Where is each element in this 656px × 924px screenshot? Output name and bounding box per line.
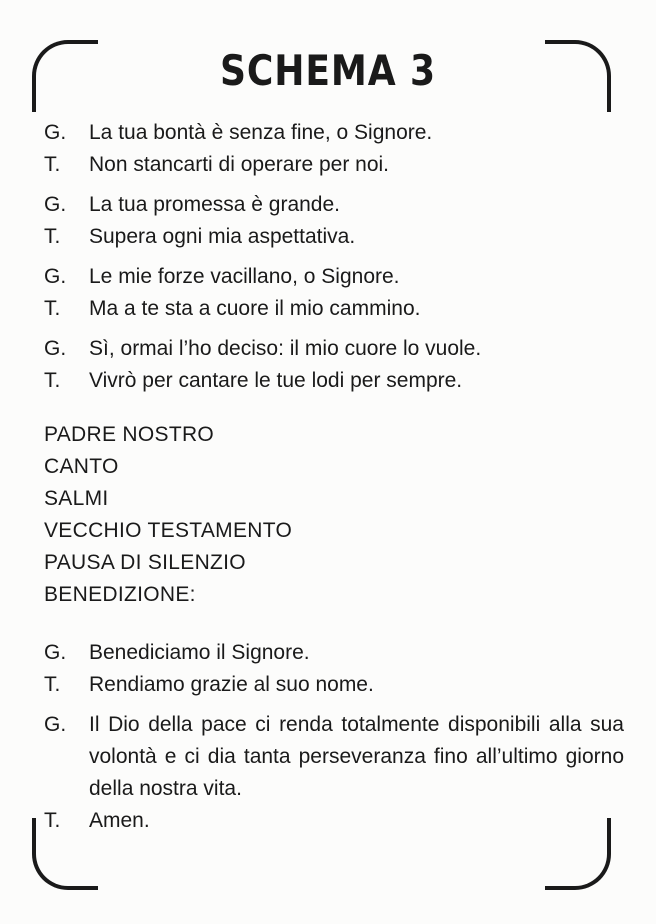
leader-line	[44, 637, 624, 669]
leader-text: Sì, ormai l’ho deciso: il mio cuore lo vuole.	[89, 337, 482, 360]
speaker-label: G.	[44, 265, 67, 288]
speaker-label: G.	[44, 121, 67, 144]
response-line	[44, 669, 624, 701]
leader-text: Il Dio della pace ci renda totalmente disponibili alla sua volontà e ci dia tanta perseveranza fino all’ultimo giorno della nostra vita.	[89, 713, 624, 800]
response-text: Ma a te sta a cuore il mio cammino.	[89, 297, 421, 320]
response-text: Non stancarti di operare per noi.	[89, 153, 389, 176]
speaker-label: T.	[44, 809, 61, 832]
response-text: Supera ogni mia aspettativa.	[89, 225, 356, 248]
speaker-label: T.	[44, 673, 61, 696]
exchange-1	[44, 117, 624, 181]
leader-line	[44, 333, 624, 365]
closing-exchange-1	[44, 637, 624, 701]
speaker-label: G.	[44, 193, 67, 216]
speaker-label: T.	[44, 369, 61, 392]
response-text: Amen.	[89, 809, 150, 832]
section-heading: BENEDIZIONE:	[44, 583, 196, 606]
speaker-label: T.	[44, 153, 61, 176]
section-heading: PADRE NOSTRO	[44, 423, 215, 446]
leader-text: Benediciamo il Signore.	[89, 641, 310, 664]
section-heading: VECCHIO TESTAMENTO	[44, 519, 293, 542]
response-line	[44, 221, 624, 253]
page-title: SCHEMA 3	[220, 46, 436, 95]
leader-line	[44, 117, 624, 149]
response-line	[44, 149, 624, 181]
speaker-label: G.	[44, 641, 67, 664]
exchange-2	[44, 189, 624, 253]
leader-line	[44, 189, 624, 221]
speaker-label: T.	[44, 225, 61, 248]
section-heading: SALMI	[44, 487, 109, 510]
section-heading: CANTO	[44, 455, 119, 478]
response-line	[44, 805, 624, 837]
speaker-label: T.	[44, 297, 61, 320]
exchange-4	[44, 333, 624, 397]
exchange-3	[44, 261, 624, 325]
section-list	[44, 419, 624, 611]
leader-text: Le mie forze vacillano, o Signore.	[89, 265, 400, 288]
leader-text: La tua bontà è senza fine, o Signore.	[89, 121, 433, 144]
prayer-text	[44, 117, 624, 845]
speaker-label: G.	[44, 337, 67, 360]
leader-line	[44, 261, 624, 293]
section-heading: PAUSA DI SILENZIO	[44, 551, 246, 574]
response-line	[44, 365, 624, 397]
closing-exchange-2	[44, 709, 624, 837]
speaker-label: G.	[44, 713, 67, 736]
leader-line	[44, 709, 624, 805]
response-line	[44, 293, 624, 325]
leader-text: La tua promessa è grande.	[89, 193, 340, 216]
response-text: Vivrò per cantare le tue lodi per sempre.	[89, 369, 463, 392]
response-text: Rendiamo grazie al suo nome.	[89, 673, 374, 696]
